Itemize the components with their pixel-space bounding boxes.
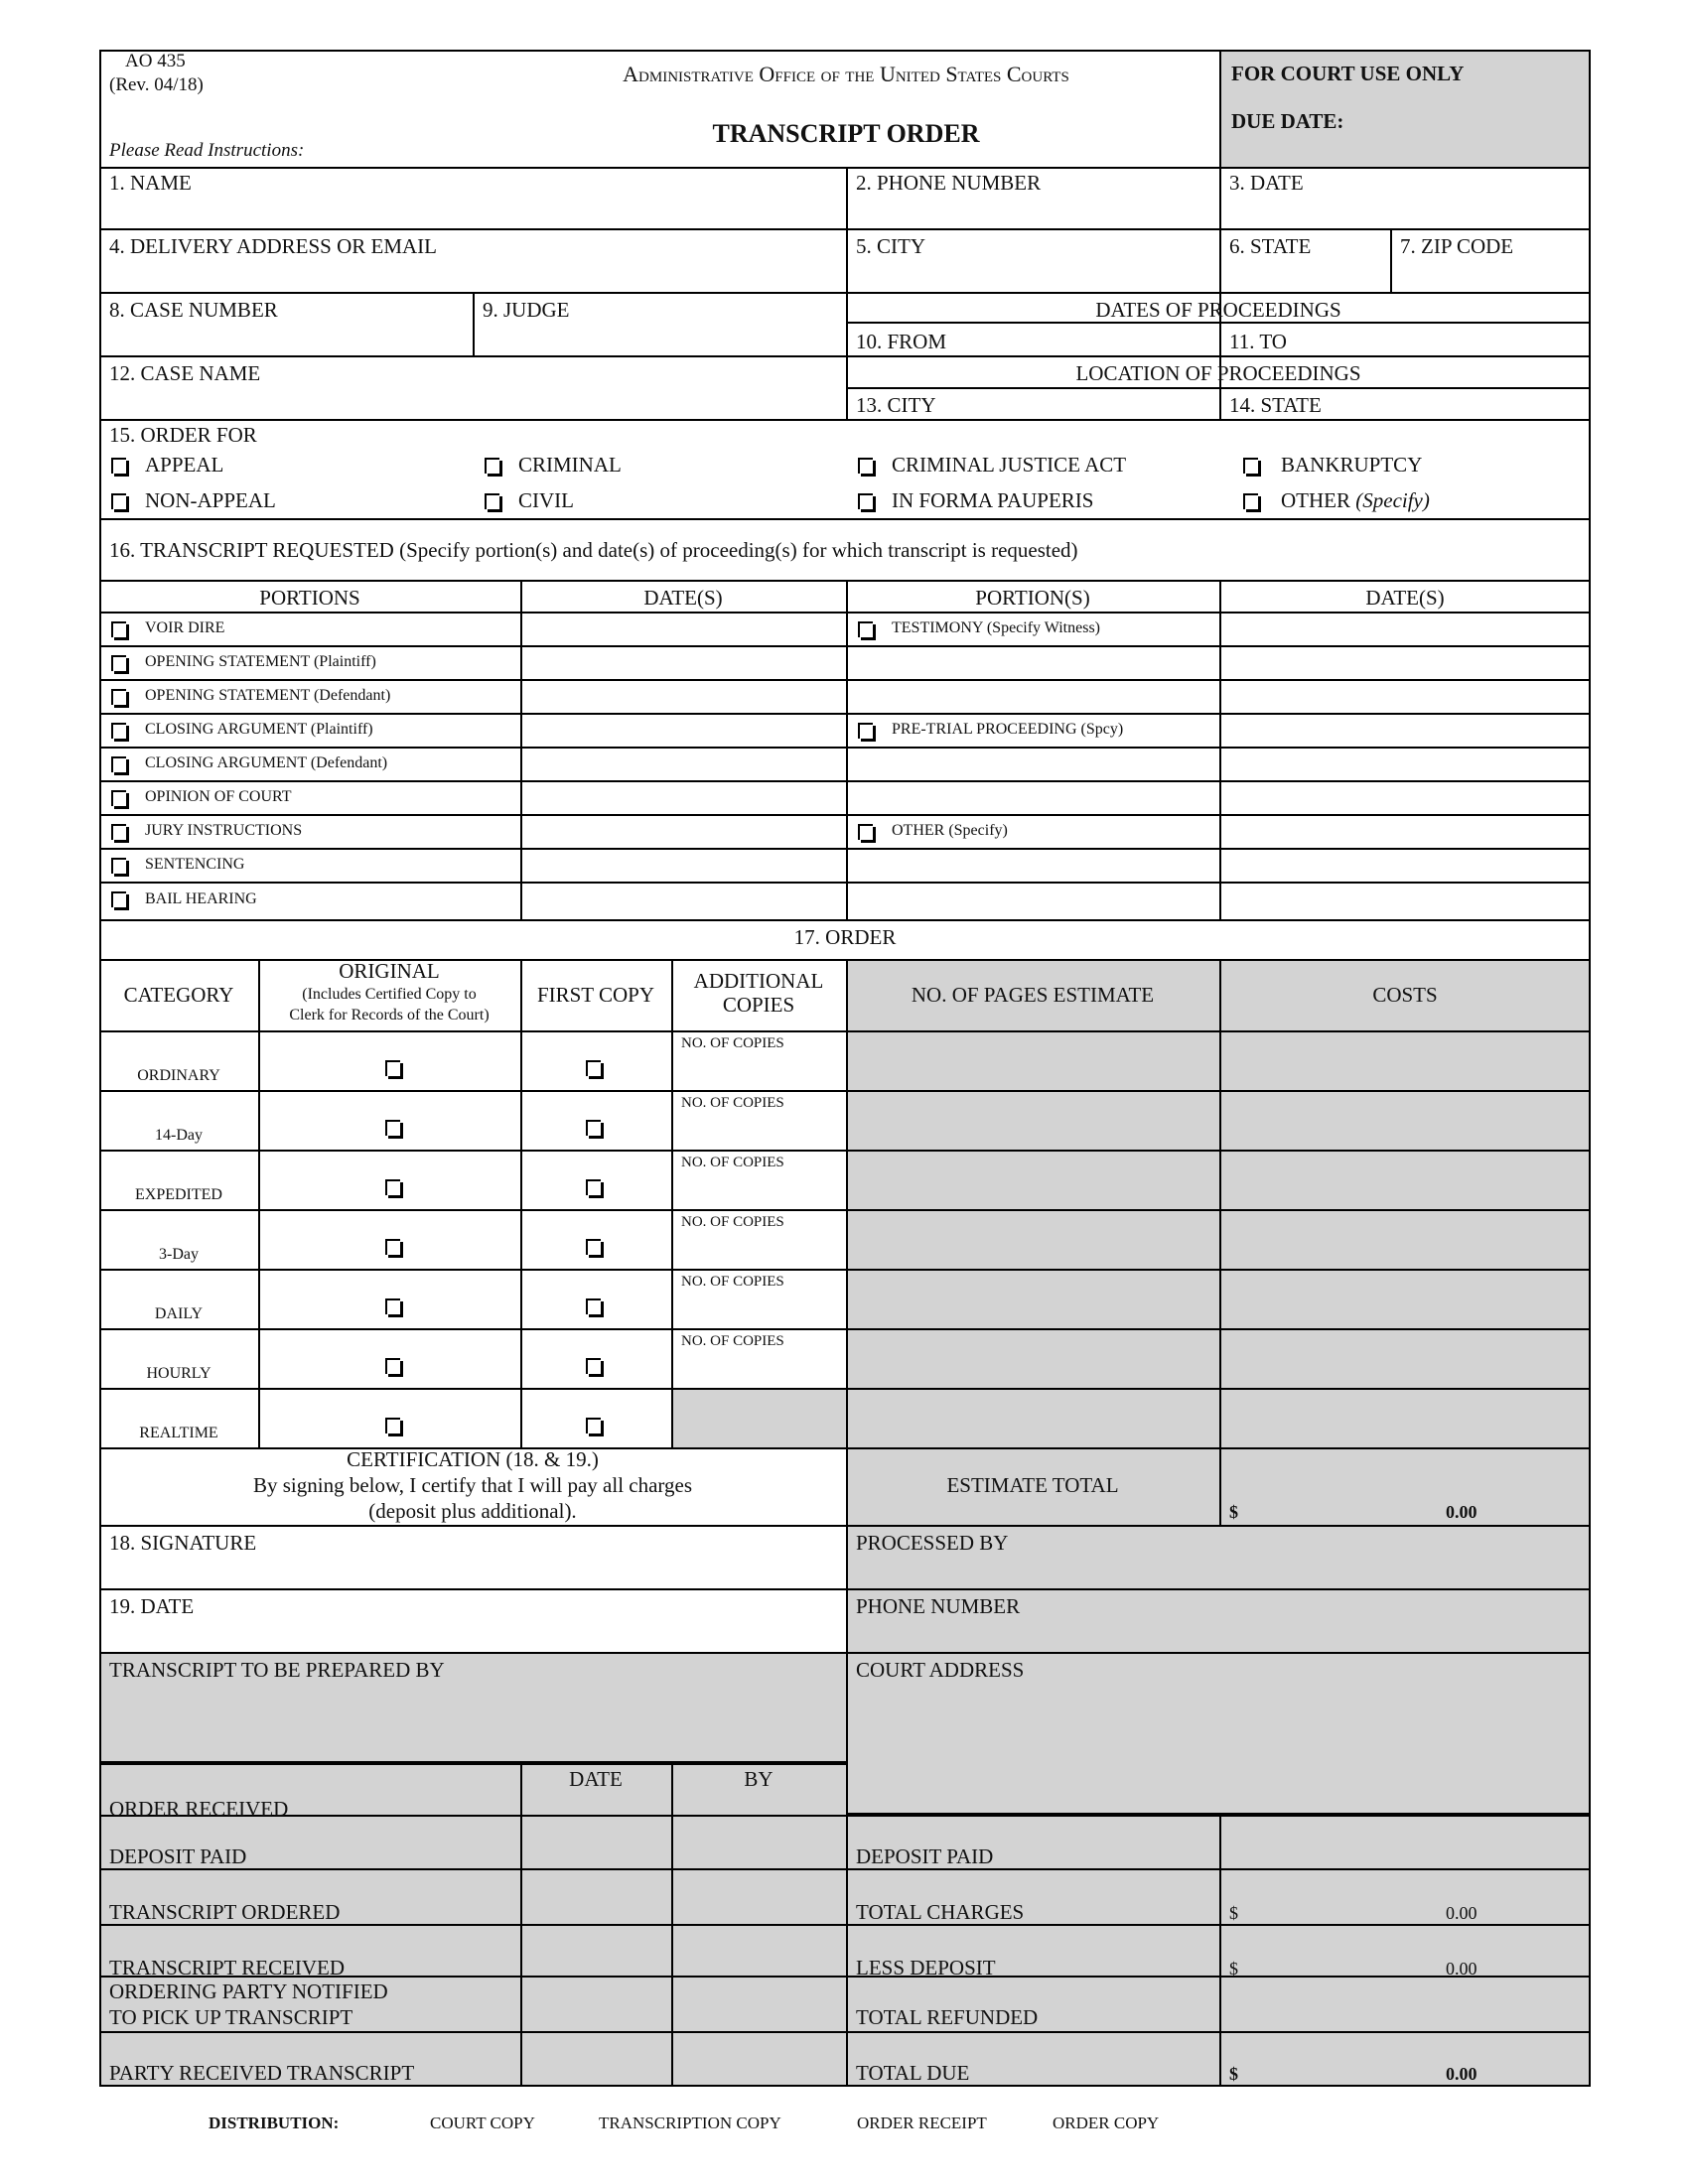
additional-header-1: ADDITIONAL	[693, 969, 824, 993]
original-note-1: (Includes Certified Copy to	[302, 986, 477, 1003]
prepared-by-label: TRANSCRIPT TO BE PREPARED BY	[109, 1658, 445, 1682]
other-label: OTHER (Specify)	[1281, 488, 1430, 512]
in-forma-pauperis-checkbox[interactable]	[858, 493, 873, 509]
3-day-first-copy-checkbox[interactable]	[586, 1239, 601, 1255]
total-charges-currency: $	[1229, 1903, 1238, 1923]
original-header: ORIGINAL	[339, 959, 440, 983]
in-forma-pauperis-label: IN FORMA PAUPERIS	[892, 488, 1094, 512]
portion-voir-dire: VOIR DIRE	[145, 619, 225, 636]
transcription-copy-label: TRANSCRIPTION COPY	[599, 2114, 781, 2132]
court-address-label: COURT ADDRESS	[856, 1658, 1025, 1682]
testimony-checkbox[interactable]	[858, 621, 873, 637]
category-daily: DAILY	[154, 1305, 204, 1322]
from-date-field[interactable]: 10. FROM	[856, 330, 947, 353]
3-day-no-of-copies[interactable]: NO. OF COPIES	[681, 1214, 784, 1230]
estimate-total-value: 0.00	[1446, 1502, 1477, 1522]
phone-field[interactable]: 2. PHONE NUMBER	[856, 171, 1042, 195]
bankruptcy-label: BANKRUPTCY	[1281, 453, 1423, 477]
agency-name: Administrative Office of the United States Courts	[623, 62, 1069, 86]
jury-instructions-checkbox[interactable]	[111, 824, 126, 840]
daily-first-copy-checkbox[interactable]	[586, 1298, 601, 1314]
non-appeal-checkbox[interactable]	[111, 493, 126, 509]
portion-opening-defendant: OPENING STATEMENT (Defendant)	[145, 687, 391, 704]
criminal-justice-act-checkbox[interactable]	[858, 458, 873, 474]
form-id: AO 435	[125, 51, 186, 71]
realtime-copies-gray	[671, 1388, 846, 1447]
estimate-total-label: ESTIMATE TOTAL	[946, 1473, 1119, 1497]
original-note-2: Clerk for Records of the Court)	[289, 1007, 490, 1024]
transcript-requested-label: 16. TRANSCRIPT REQUESTED (Specify portion(s) and date(s) of proceeding(s) for which transcript is requested)	[109, 538, 1078, 562]
city-field[interactable]: 5. CITY	[856, 234, 925, 258]
civil-label: CIVIL	[518, 488, 574, 512]
phone-number-label: PHONE NUMBER	[856, 1594, 1021, 1618]
portions-header: PORTIONS	[259, 586, 360, 610]
portion-bail-hearing: BAIL HEARING	[145, 890, 257, 907]
transcript-received-label: TRANSCRIPT RECEIVED	[109, 1956, 346, 1979]
portion-testimony: TESTIMONY (Specify Witness)	[892, 619, 1100, 636]
case-name-field[interactable]: 12. CASE NAME	[109, 361, 261, 385]
tracking-date-header: DATE	[569, 1767, 623, 1791]
processed-by-label: PROCESSED BY	[856, 1531, 1009, 1555]
court-deposit-paid-label: DEPOSIT PAID	[856, 1844, 994, 1868]
expedited-first-copy-checkbox[interactable]	[586, 1179, 601, 1195]
daily-no-of-copies[interactable]: NO. OF COPIES	[681, 1274, 784, 1290]
dates-header-left: DATE(S)	[643, 586, 723, 610]
case-number-field[interactable]: 8. CASE NUMBER	[109, 298, 278, 322]
opening-defendant-checkbox[interactable]	[111, 689, 126, 705]
closing-defendant-checkbox[interactable]	[111, 756, 126, 772]
opinion-of-court-checkbox[interactable]	[111, 790, 126, 806]
portion-closing-plaintiff: CLOSING ARGUMENT (Plaintiff)	[145, 721, 373, 738]
to-date-field[interactable]: 11. TO	[1229, 330, 1287, 353]
appeal-checkbox[interactable]	[111, 458, 126, 474]
order-label: 17. ORDER	[793, 925, 897, 949]
criminal-checkbox[interactable]	[485, 458, 499, 474]
hourly-original-checkbox[interactable]	[385, 1358, 400, 1374]
portion-other: OTHER (Specify)	[892, 822, 1008, 839]
sign-date-field[interactable]: 19. DATE	[109, 1594, 195, 1618]
criminal-label: CRIMINAL	[518, 453, 622, 477]
portion-opening-plaintiff: OPENING STATEMENT (Plaintiff)	[145, 653, 376, 670]
portion-opinion-of-court: OPINION OF COURT	[145, 788, 292, 805]
distribution-label: DISTRIBUTION:	[209, 2114, 340, 2132]
total-due-value: 0.00	[1446, 2064, 1477, 2084]
signature-field[interactable]: 18. SIGNATURE	[109, 1531, 257, 1555]
opening-plaintiff-checkbox[interactable]	[111, 655, 126, 671]
voir-dire-checkbox[interactable]	[111, 621, 126, 637]
total-charges-value: 0.00	[1446, 1903, 1477, 1923]
daily-original-checkbox[interactable]	[385, 1298, 400, 1314]
portion-pre-trial: PRE-TRIAL PROCEEDING (Spcy)	[892, 721, 1124, 738]
portions-header-right: PORTION(S)	[975, 586, 1090, 610]
pages-estimate-header: NO. OF PAGES ESTIMATE	[911, 983, 1155, 1007]
party-received-label: PARTY RECEIVED TRANSCRIPT	[109, 2061, 415, 2085]
estimate-currency: $	[1229, 1502, 1238, 1522]
civil-checkbox[interactable]	[485, 493, 499, 509]
hourly-first-copy-checkbox[interactable]	[586, 1358, 601, 1374]
total-refunded-label: TOTAL REFUNDED	[856, 2005, 1039, 2029]
date-field[interactable]: 3. DATE	[1229, 171, 1304, 195]
ordinary-first-copy-checkbox[interactable]	[586, 1060, 601, 1076]
order-received-label: ORDER RECEIVED	[109, 1797, 289, 1821]
name-field[interactable]: 1. NAME	[109, 171, 192, 195]
form-title: TRANSCRIPT ORDER	[712, 119, 980, 148]
realtime-first-copy-checkbox[interactable]	[586, 1418, 601, 1433]
ordinary-no-of-copies[interactable]: NO. OF COPIES	[681, 1035, 784, 1051]
additional-header-2: COPIES	[722, 993, 795, 1017]
hourly-no-of-copies[interactable]: NO. OF COPIES	[681, 1333, 784, 1349]
total-charges-label: TOTAL CHARGES	[856, 1900, 1025, 1924]
category-3-day: 3-Day	[159, 1246, 199, 1263]
category-ordinary: ORDINARY	[137, 1067, 220, 1084]
state-field[interactable]: 6. STATE	[1229, 234, 1312, 258]
14-day-no-of-copies[interactable]: NO. OF COPIES	[681, 1095, 784, 1111]
portion-sentencing: SENTENCING	[145, 856, 245, 873]
bail-hearing-checkbox[interactable]	[111, 891, 126, 907]
due-date-label: DUE DATE:	[1231, 109, 1344, 133]
category-14-day: 14-Day	[155, 1127, 203, 1144]
deposit-paid-label: DEPOSIT PAID	[109, 1844, 247, 1868]
court-use-label: FOR COURT USE ONLY	[1231, 62, 1465, 85]
expedited-original-checkbox[interactable]	[385, 1179, 400, 1195]
order-receipt-label: ORDER RECEIPT	[857, 2114, 987, 2132]
order-copy-label: ORDER COPY	[1053, 2114, 1160, 2132]
party-notified-label: ORDERING PARTY NOTIFIED	[109, 1979, 388, 2003]
category-hourly: HOURLY	[146, 1365, 211, 1382]
bankruptcy-checkbox[interactable]	[1243, 458, 1258, 474]
pre-trial-checkbox[interactable]	[858, 723, 873, 739]
transcript-order-form	[99, 50, 1591, 2085]
criminal-justice-act-label: CRIMINAL JUSTICE ACT	[892, 453, 1127, 477]
delivery-address-field[interactable]: 4. DELIVERY ADDRESS OR EMAIL	[109, 234, 437, 258]
total-due-label: TOTAL DUE	[856, 2061, 970, 2085]
appeal-label: APPEAL	[145, 453, 224, 477]
closing-plaintiff-checkbox[interactable]	[111, 723, 126, 739]
category-realtime: REALTIME	[139, 1425, 218, 1441]
category-header: CATEGORY	[123, 983, 234, 1007]
read-instructions: Please Read Instructions:	[109, 140, 305, 161]
first-copy-header: FIRST COPY	[536, 983, 655, 1007]
location-state-field[interactable]: 14. STATE	[1229, 393, 1322, 417]
3-day-original-checkbox[interactable]	[385, 1239, 400, 1255]
certification-text: By signing below, I certify that I will pay all charges	[252, 1473, 693, 1497]
pick-up-transcript-label: TO PICK UP TRANSCRIPT	[109, 2005, 353, 2029]
court-copy-label: COURT COPY	[430, 2114, 535, 2132]
less-deposit-value: 0.00	[1446, 1959, 1477, 1979]
zip-field[interactable]: 7. ZIP CODE	[1400, 234, 1514, 258]
dates-header-right: DATE(S)	[1365, 586, 1445, 610]
judge-field[interactable]: 9. JUDGE	[483, 298, 570, 322]
expedited-no-of-copies[interactable]: NO. OF COPIES	[681, 1155, 784, 1170]
14-day-original-checkbox[interactable]	[385, 1120, 400, 1136]
order-estimate-gray	[846, 1030, 1591, 1447]
category-expedited: EXPEDITED	[135, 1186, 222, 1203]
costs-header: COSTS	[1372, 983, 1438, 1007]
tracking-by-header: BY	[744, 1767, 774, 1791]
location-of-proceedings-label: LOCATION OF PROCEEDINGS	[1075, 361, 1361, 385]
other-portion-checkbox[interactable]	[858, 824, 873, 840]
certification-text-2: (deposit plus additional).	[368, 1499, 577, 1523]
realtime-original-checkbox[interactable]	[385, 1418, 400, 1433]
location-city-field[interactable]: 13. CITY	[856, 393, 936, 417]
portion-jury-instructions: JURY INSTRUCTIONS	[145, 822, 303, 839]
other-checkbox[interactable]	[1243, 493, 1258, 509]
form-revision: (Rev. 04/18)	[109, 74, 204, 95]
transcript-ordered-label: TRANSCRIPT ORDERED	[109, 1900, 341, 1924]
certification-title: CERTIFICATION (18. & 19.)	[347, 1447, 599, 1471]
portion-closing-defendant: CLOSING ARGUMENT (Defendant)	[145, 754, 388, 771]
less-deposit-label: LESS DEPOSIT	[856, 1956, 996, 1979]
total-due-currency: $	[1229, 2064, 1238, 2084]
order-for-label: 15. ORDER FOR	[109, 423, 257, 447]
ordinary-original-checkbox[interactable]	[385, 1060, 400, 1076]
dates-of-proceedings-label: DATES OF PROCEEDINGS	[1095, 298, 1341, 322]
sentencing-checkbox[interactable]	[111, 858, 126, 874]
14-day-first-copy-checkbox[interactable]	[586, 1120, 601, 1136]
non-appeal-label: NON-APPEAL	[145, 488, 276, 512]
less-deposit-currency: $	[1229, 1959, 1238, 1979]
